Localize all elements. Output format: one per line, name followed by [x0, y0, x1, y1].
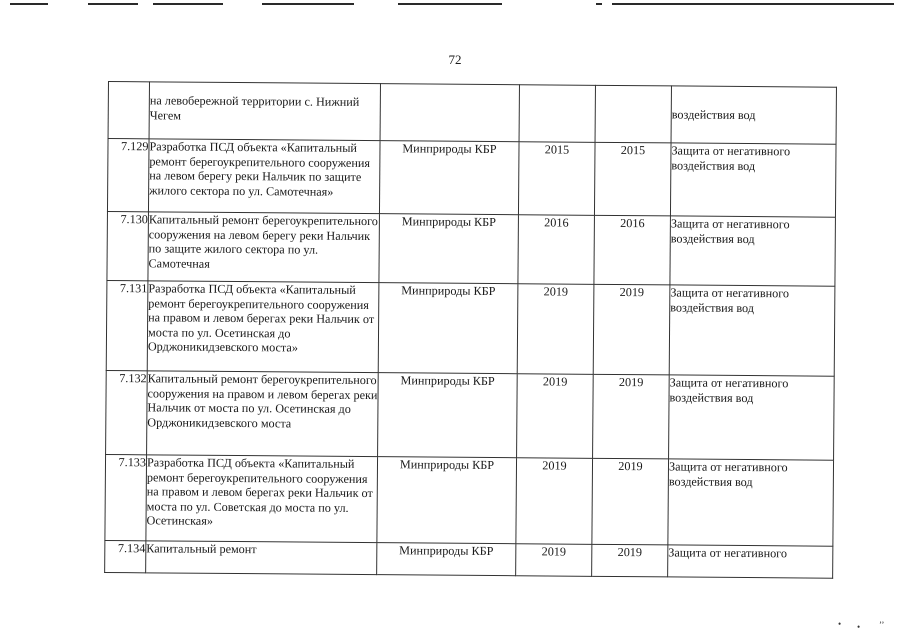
measure-name: на левобережной территории с. Нижний Чегем: [149, 82, 380, 141]
start-year: 2019: [516, 458, 593, 545]
row-number: [108, 82, 149, 139]
measure-name: Разработка ПСД объекта «Капитальный ремонт берегоукрепительного сооружения на левом берегу реки Нальчик по защите жилого сектора по ул. Самотечная»: [148, 139, 380, 214]
measure-name: Разработка ПСД объекта «Капитальный ремонт берегоукрепительного сооружения на правом и левом берегах реки Нальчик от моста по ул. Осетинская до Орджоникидзевского моста»: [147, 281, 379, 373]
end-year: [595, 85, 671, 143]
header-rule: [88, 3, 138, 5]
header-rule: [10, 3, 48, 5]
responsible-org: [380, 84, 519, 142]
table-row: [107, 211, 836, 286]
end-year: 2016: [594, 215, 671, 285]
start-year: 2016: [518, 215, 595, 285]
start-year: 2019: [516, 544, 592, 577]
start-year: 2019: [517, 374, 594, 459]
expected-result: Защита от негативного воздействия вод: [669, 375, 835, 460]
page-number: 72: [448, 52, 462, 67]
measure-name: Разработка ПСД объекта «Капитальный ремонт берегоукрепительного сооружения на правом и левом берегах реки Нальчик от моста по ул. Советская до моста по ул. Осетинская»: [146, 455, 378, 543]
start-year: 2019: [517, 284, 594, 375]
start-year: 2015: [518, 142, 595, 216]
expected-result: воздействия вод: [671, 86, 836, 144]
responsible-org: Минприроды КБР: [378, 373, 518, 458]
responsible-org: Минприроды КБР: [378, 283, 518, 374]
measures-table: [104, 81, 837, 579]
expected-result: Защита от негативного воздействия вод: [670, 216, 836, 286]
table-row: [107, 139, 836, 218]
header-rule: [153, 3, 223, 5]
header-rule: [262, 3, 354, 5]
end-year: 2019: [593, 284, 670, 375]
row-number: 7.129: [107, 139, 149, 212]
expected-result: Защита от негативного воздействия вод: [668, 459, 834, 546]
expected-result: Защита от негативного воздействия вод: [670, 143, 836, 217]
measure-name: Капитальный ремонт берегоукрепительного сооружения на левом берегу реки Нальчик по защите жилого сектора по ул. Самотечная: [148, 212, 380, 283]
expected-result: Защита от негативного воздействия вод: [669, 285, 835, 376]
row-number: 7.134: [105, 540, 146, 572]
end-year: 2019: [593, 374, 670, 459]
responsible-org: Минприроды КБР: [379, 214, 519, 284]
responsible-org: Минприроды КБР: [377, 457, 517, 544]
table-row: [105, 540, 833, 578]
responsible-org: Минприроды КБР: [379, 141, 519, 215]
end-year: 2015: [594, 142, 671, 216]
scan-specks: •: [838, 619, 842, 629]
end-year: 2019: [592, 544, 668, 577]
row-number: 7.132: [106, 370, 148, 454]
table-row: [106, 370, 835, 460]
row-number: 7.131: [106, 280, 148, 370]
responsible-org: Минприроды КБР: [377, 543, 516, 576]
table-row: [105, 454, 834, 546]
table-row: [108, 82, 836, 145]
row-number: 7.130: [107, 211, 149, 280]
header-rule: [612, 3, 894, 5]
measure-name: Капитальный ремонт: [146, 541, 377, 575]
row-number: 7.133: [105, 454, 147, 540]
scan-specks: ’’: [879, 620, 885, 630]
end-year: 2019: [592, 458, 669, 545]
measure-name: Капитальный ремонт берегоукрепительного сооружения на правом и левом берегах реки Нальчик от моста по ул. Осетинская до Орджоникидзевского моста: [147, 371, 379, 457]
expected-result: Защита от негативного: [668, 545, 833, 578]
start-year: [519, 85, 595, 143]
table-row: [106, 280, 835, 376]
scan-specks: •: [857, 622, 861, 632]
header-rule: [398, 3, 502, 5]
header-rule: [596, 3, 602, 5]
